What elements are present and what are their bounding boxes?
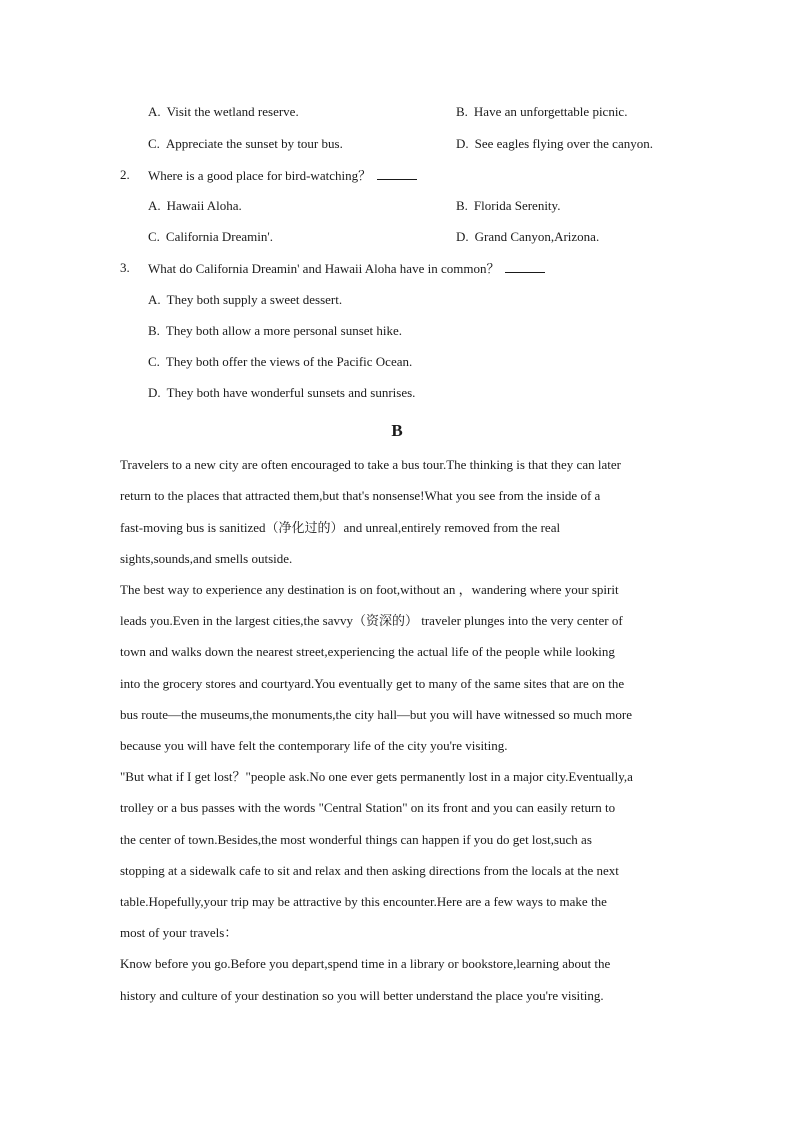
q2-option-a[interactable]: A. Hawaii Aloha. [148, 198, 242, 213]
q3-answer-blank[interactable] [505, 260, 545, 273]
passage-line: Know before you go.Before you depart,spend time in a library or bookstore,learning about the [120, 956, 611, 971]
q2-option-b[interactable]: B. Florida Serenity. [456, 198, 561, 213]
q1-option-a[interactable]: A. Visit the wetland reserve. [148, 104, 299, 119]
passage-line: table.Hopefully,your trip may be attractive by this encounter.Here are a few ways to make the [120, 894, 607, 909]
section-title: B [391, 421, 403, 440]
q3-question: What do California Dreamin' and Hawaii Aloha have in common？ [148, 260, 545, 277]
passage-line: "But what if I get lost？"people ask.No one ever gets permanently lost in a major city.Eventually,a [120, 769, 633, 784]
q1-option-d[interactable]: D. See eagles flying over the canyon. [456, 136, 653, 151]
q3-option-c[interactable]: C. They both offer the views of the Pacific Ocean. [148, 354, 413, 369]
q1-option-b[interactable]: B. Have an unforgettable picnic. [456, 104, 628, 119]
passage-line: town and walks down the nearest street,experiencing the actual life of the people while looking [120, 644, 615, 659]
q1-option-c[interactable]: C. Appreciate the sunset by tour bus. [148, 136, 343, 151]
passage-line: the center of town.Besides,the most wonderful things can happen if you do get lost,such as [120, 832, 592, 847]
q3-number: 3. [120, 260, 130, 275]
q3-option-a[interactable]: A. They both supply a sweet dessert. [148, 292, 343, 307]
q2-answer-blank[interactable] [377, 167, 417, 180]
q2-option-d[interactable]: D. Grand Canyon,Arizona. [456, 229, 600, 244]
q2-question: Where is a good place for bird-watching？ [148, 167, 417, 184]
passage-line: fast-moving bus is sanitized（净化过的）and unreal,entirely removed from the real [120, 520, 561, 535]
passage-line: The best way to experience any destination is on foot,without an ，wandering where your spirit [120, 582, 619, 597]
passage-line: Travelers to a new city are often encouraged to take a bus tour.The thinking is that they can later [120, 457, 621, 472]
q3-option-b[interactable]: B. They both allow a more personal sunset hike. [148, 323, 403, 338]
passage-line: stopping at a sidewalk cafe to sit and relax and then asking directions from the locals at the next [120, 863, 619, 878]
passage-line: sights,sounds,and smells outside. [120, 551, 293, 566]
passage-line: into the grocery stores and courtyard.You eventually get to many of the same sites that are on the [120, 676, 625, 691]
q3-option-d[interactable]: D. They both have wonderful sunsets and sunrises. [148, 385, 416, 400]
q2-number: 2. [120, 167, 130, 182]
passage-line: because you will have felt the contemporary life of the city you're visiting. [120, 738, 508, 753]
passage-line: bus route—the museums,the monuments,the city hall—but you will have witnessed so much more [120, 707, 632, 722]
passage-line: trolley or a bus passes with the words "Central Station" on its front and you can easily return to [120, 800, 616, 815]
passage-line: history and culture of your destination so you will better understand the place you're visiting. [120, 988, 604, 1003]
passage-line: leads you.Even in the largest cities,the savvy（资深的） traveler plunges into the very center of [120, 613, 623, 628]
passage-line: most of your travels： [120, 925, 238, 940]
q2-option-c[interactable]: C. California Dreamin'. [148, 229, 273, 244]
passage-line: return to the places that attracted them,but that's nonsense!What you see from the inside of a [120, 488, 601, 503]
